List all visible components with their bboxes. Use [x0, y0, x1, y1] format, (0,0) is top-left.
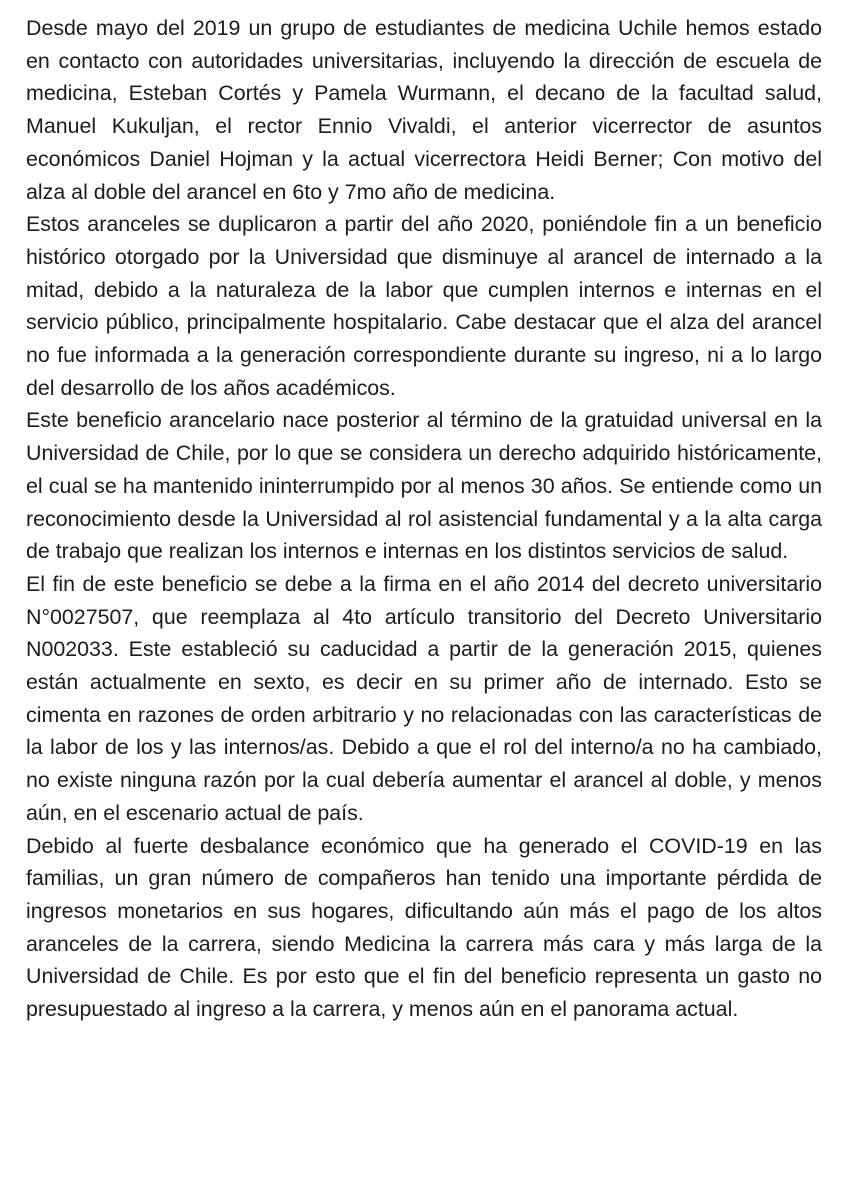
paragraph-1: Desde mayo del 2019 un grupo de estudiantes de medicina Uchile hemos estado en contacto con autoridades universitarias, incluyendo la dirección de escuela de medicina, Esteban Cortés y Pamela Wurmann, el decano de la facultad salud, Manuel Kukuljan, el rector Ennio Vivaldi, el anterior vicerrector de asuntos económicos Daniel Hojman y la actual vicerrectora Heidi Berner; Con motivo del alza al doble del arancel en 6to y 7mo año de medicina. [26, 16, 822, 204]
paragraph-3: Este beneficio arancelario nace posterior al término de la gratuidad universal en la Universidad de Chile, por lo que se considera un derecho adquirido históricamente, el cual se ha mantenido ininterrumpido por al menos 30 años. Se entiende como un reconocimiento desde la Universidad al rol asistencial fundamental y a la alta carga de trabajo que realizan los internos e internas en los distintos servicios de salud. [26, 408, 822, 564]
paragraph-2: Estos aranceles se duplicaron a partir del año 2020, poniéndole fin a un beneficio histórico otorgado por la Universidad que disminuye al arancel de internado a la mitad, debido a la naturaleza de la labor que cumplen internos e internas en el servicio público, principalmente hospitalario. Cabe destacar que el alza del arancel no fue informada a la generación correspondiente durante su ingreso, ni a lo largo del desarrollo de los años académicos. [26, 212, 822, 400]
paragraph-5: Debido al fuerte desbalance económico que ha generado el COVID-19 en las familias, un gran número de compañeros han tenido una importante pérdida de ingresos monetarios en sus hogares, dificultando aún más el pago de los altos aranceles de la carrera, siendo Medicina la carrera más cara y más larga de la Universidad de Chile. Es por esto que el fin del beneficio representa un gasto no presupuestado al ingreso a la carrera, y menos aún en el panorama actual. [26, 833, 822, 1022]
paragraph-4: El fin de este beneficio se debe a la firma en el año 2014 del decreto universitario N°0027507, que reemplaza al 4to artículo transitorio del Decreto Universitario N002033. Este estableció su caducidad a partir de la generación 2015, quienes están actualmente en sexto, es decir en su primer año de internado. Esto se cimenta en razones de orden arbitrario y no relacionadas con las características de la labor de los y las internos/as. Debido a que el rol del interno/a no ha cambiado, no existe ninguna razón por la cual debería aumentar el arancel al doble, y menos aún, en el escenario actual de país. [26, 571, 822, 825]
